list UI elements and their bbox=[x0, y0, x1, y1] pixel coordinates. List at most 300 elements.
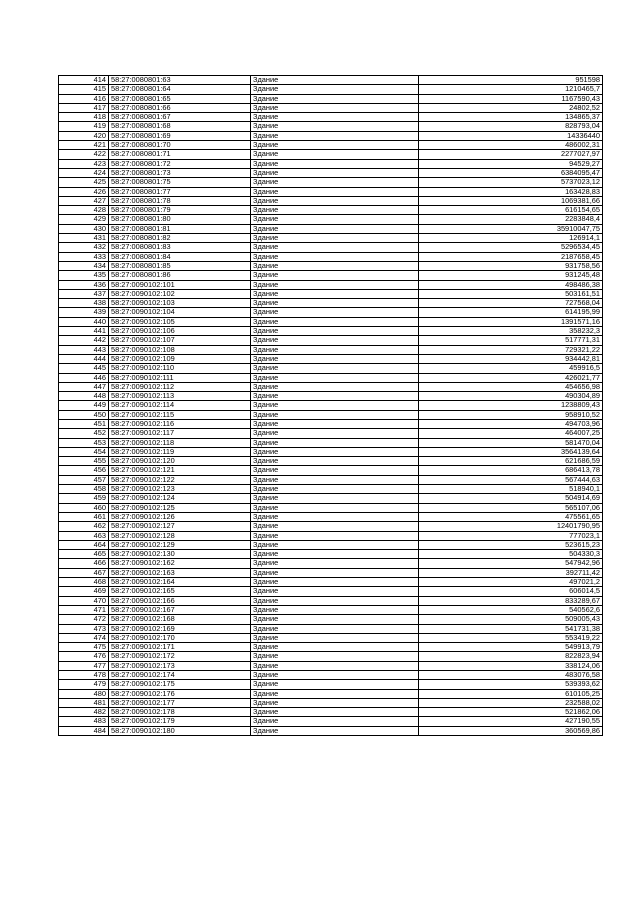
cadastral-number-cell: 58:27:0090102:176 bbox=[109, 689, 251, 698]
cadastral-number-cell: 58:27:0090102:173 bbox=[109, 661, 251, 670]
cadastral-value-cell: 549913,79 bbox=[419, 643, 603, 652]
cadastral-value-cell: 497021,2 bbox=[419, 578, 603, 587]
object-type-cell: Здание bbox=[251, 196, 419, 205]
object-type-cell: Здание bbox=[251, 364, 419, 373]
row-number-cell: 471 bbox=[59, 605, 109, 614]
cadastral-number-cell: 58:27:0090102:126 bbox=[109, 512, 251, 521]
row-number-cell: 432 bbox=[59, 243, 109, 252]
row-number-cell: 480 bbox=[59, 689, 109, 698]
cadastral-value-cell: 35910047,75 bbox=[419, 224, 603, 233]
object-type-cell: Здание bbox=[251, 503, 419, 512]
cadastral-number-cell: 58:27:0090102:101 bbox=[109, 280, 251, 289]
cadastral-number-cell: 58:27:0090102:116 bbox=[109, 419, 251, 428]
cadastral-value-cell: 2277027,97 bbox=[419, 150, 603, 159]
cadastral-number-cell: 58:27:0090102:124 bbox=[109, 494, 251, 503]
object-type-cell: Здание bbox=[251, 215, 419, 224]
cadastral-number-cell: 58:27:0080801:85 bbox=[109, 261, 251, 270]
cadastral-value-cell: 822823,94 bbox=[419, 652, 603, 661]
cadastral-value-cell: 521862,06 bbox=[419, 708, 603, 717]
row-number-cell: 464 bbox=[59, 540, 109, 549]
cadastral-value-cell: 12401790,95 bbox=[419, 522, 603, 531]
object-type-cell: Здание bbox=[251, 289, 419, 298]
table-row bbox=[59, 475, 603, 484]
cadastral-value-cell: 686413,78 bbox=[419, 466, 603, 475]
cadastral-number-cell: 58:27:0090102:113 bbox=[109, 392, 251, 401]
table-row bbox=[59, 215, 603, 224]
table-row bbox=[59, 141, 603, 150]
cadastral-number-cell: 58:27:0090102:115 bbox=[109, 410, 251, 419]
table-row bbox=[59, 392, 603, 401]
table-row bbox=[59, 168, 603, 177]
cadastral-value-cell: 459916,5 bbox=[419, 364, 603, 373]
cadastral-number-cell: 58:27:0080801:78 bbox=[109, 196, 251, 205]
object-type-cell: Здание bbox=[251, 150, 419, 159]
row-number-cell: 442 bbox=[59, 336, 109, 345]
table-row bbox=[59, 308, 603, 317]
cadastral-value-cell: 565107,06 bbox=[419, 503, 603, 512]
cadastral-number-cell: 58:27:0090102:175 bbox=[109, 680, 251, 689]
object-type-cell: Здание bbox=[251, 522, 419, 531]
object-type-cell: Здание bbox=[251, 596, 419, 605]
cadastral-number-cell: 58:27:0090102:110 bbox=[109, 364, 251, 373]
cadastral-value-cell: 539393,62 bbox=[419, 680, 603, 689]
cadastral-number-cell: 58:27:0080801:73 bbox=[109, 168, 251, 177]
cadastral-value-cell: 5737023,12 bbox=[419, 178, 603, 187]
table-row bbox=[59, 206, 603, 215]
cadastral-value-cell: 498486,38 bbox=[419, 280, 603, 289]
table-row bbox=[59, 280, 603, 289]
row-number-cell: 425 bbox=[59, 178, 109, 187]
cadastral-number-cell: 58:27:0090102:112 bbox=[109, 382, 251, 391]
row-number-cell: 483 bbox=[59, 717, 109, 726]
table-row bbox=[59, 373, 603, 382]
object-type-cell: Здание bbox=[251, 410, 419, 419]
object-type-cell: Здание bbox=[251, 336, 419, 345]
row-number-cell: 458 bbox=[59, 485, 109, 494]
table-row bbox=[59, 224, 603, 233]
cadastral-number-cell: 58:27:0090102:162 bbox=[109, 559, 251, 568]
row-number-cell: 460 bbox=[59, 503, 109, 512]
row-number-cell: 443 bbox=[59, 345, 109, 354]
table-row bbox=[59, 559, 603, 568]
row-number-cell: 461 bbox=[59, 512, 109, 521]
table-row bbox=[59, 522, 603, 531]
object-type-cell: Здание bbox=[251, 168, 419, 177]
cadastral-number-cell: 58:27:0090102:108 bbox=[109, 345, 251, 354]
cadastral-number-cell: 58:27:0090102:120 bbox=[109, 457, 251, 466]
table-row bbox=[59, 419, 603, 428]
cadastral-number-cell: 58:27:0090102:171 bbox=[109, 643, 251, 652]
object-type-cell: Здание bbox=[251, 726, 419, 735]
table-row bbox=[59, 512, 603, 521]
cadastral-value-cell: 777023,1 bbox=[419, 531, 603, 540]
cadastral-value-cell: 518940,1 bbox=[419, 485, 603, 494]
cadastral-value-cell: 509005,43 bbox=[419, 615, 603, 624]
row-number-cell: 454 bbox=[59, 447, 109, 456]
cadastral-value-cell: 931245,48 bbox=[419, 271, 603, 280]
object-type-cell: Здание bbox=[251, 103, 419, 112]
row-number-cell: 423 bbox=[59, 159, 109, 168]
cadastral-value-cell: 94529,27 bbox=[419, 159, 603, 168]
row-number-cell: 414 bbox=[59, 76, 109, 85]
cadastral-value-cell: 490304,89 bbox=[419, 392, 603, 401]
cadastral-number-cell: 58:27:0090102:168 bbox=[109, 615, 251, 624]
cadastral-value-cell: 1167590,43 bbox=[419, 94, 603, 103]
object-type-cell: Здание bbox=[251, 401, 419, 410]
row-number-cell: 433 bbox=[59, 252, 109, 261]
object-type-cell: Здание bbox=[251, 299, 419, 308]
object-type-cell: Здание bbox=[251, 652, 419, 661]
object-type-cell: Здание bbox=[251, 354, 419, 363]
cadastral-value-cell: 567444,63 bbox=[419, 475, 603, 484]
row-number-cell: 435 bbox=[59, 271, 109, 280]
row-number-cell: 468 bbox=[59, 578, 109, 587]
table-row bbox=[59, 354, 603, 363]
table-row bbox=[59, 429, 603, 438]
cadastral-number-cell: 58:27:0090102:106 bbox=[109, 327, 251, 336]
cadastral-value-cell: 727568,04 bbox=[419, 299, 603, 308]
object-type-cell: Здание bbox=[251, 429, 419, 438]
cadastral-number-cell: 58:27:0090102:127 bbox=[109, 522, 251, 531]
object-type-cell: Здание bbox=[251, 187, 419, 196]
object-type-cell: Здание bbox=[251, 243, 419, 252]
table-row bbox=[59, 317, 603, 326]
object-type-cell: Здание bbox=[251, 680, 419, 689]
row-number-cell: 437 bbox=[59, 289, 109, 298]
row-number-cell: 429 bbox=[59, 215, 109, 224]
row-number-cell: 416 bbox=[59, 94, 109, 103]
table-row bbox=[59, 122, 603, 131]
object-type-cell: Здание bbox=[251, 494, 419, 503]
cadastral-table bbox=[58, 75, 603, 736]
cadastral-number-cell: 58:27:0090102:170 bbox=[109, 633, 251, 642]
cadastral-number-cell: 58:27:0080801:75 bbox=[109, 178, 251, 187]
table-row bbox=[59, 689, 603, 698]
row-number-cell: 417 bbox=[59, 103, 109, 112]
table-row bbox=[59, 94, 603, 103]
table-row bbox=[59, 271, 603, 280]
object-type-cell: Здание bbox=[251, 661, 419, 670]
object-type-cell: Здание bbox=[251, 708, 419, 717]
row-number-cell: 430 bbox=[59, 224, 109, 233]
object-type-cell: Здание bbox=[251, 159, 419, 168]
table-row bbox=[59, 150, 603, 159]
object-type-cell: Здание bbox=[251, 633, 419, 642]
cadastral-value-cell: 232588,02 bbox=[419, 698, 603, 707]
cadastral-number-cell: 58:27:0090102:167 bbox=[109, 605, 251, 614]
table-row bbox=[59, 243, 603, 252]
cadastral-number-cell: 58:27:0080801:64 bbox=[109, 85, 251, 94]
cadastral-value-cell: 958910,52 bbox=[419, 410, 603, 419]
table-row bbox=[59, 131, 603, 140]
object-type-cell: Здание bbox=[251, 308, 419, 317]
cadastral-value-cell: 729321,22 bbox=[419, 345, 603, 354]
cadastral-number-cell: 58:27:0090102:178 bbox=[109, 708, 251, 717]
table-row bbox=[59, 503, 603, 512]
cadastral-number-cell: 58:27:0090102:123 bbox=[109, 485, 251, 494]
row-number-cell: 450 bbox=[59, 410, 109, 419]
cadastral-number-cell: 58:27:0090102:121 bbox=[109, 466, 251, 475]
cadastral-number-cell: 58:27:0090102:109 bbox=[109, 354, 251, 363]
object-type-cell: Здание bbox=[251, 689, 419, 698]
table-row bbox=[59, 196, 603, 205]
cadastral-number-cell: 58:27:0090102:111 bbox=[109, 373, 251, 382]
cadastral-value-cell: 392711,42 bbox=[419, 568, 603, 577]
row-number-cell: 448 bbox=[59, 392, 109, 401]
table-row bbox=[59, 187, 603, 196]
cadastral-number-cell: 58:27:0090102:165 bbox=[109, 587, 251, 596]
cadastral-value-cell: 24802,52 bbox=[419, 103, 603, 112]
cadastral-value-cell: 358232,3 bbox=[419, 327, 603, 336]
object-type-cell: Здание bbox=[251, 698, 419, 707]
object-type-cell: Здание bbox=[251, 643, 419, 652]
table-row bbox=[59, 726, 603, 735]
table-row bbox=[59, 327, 603, 336]
cadastral-value-cell: 14336440 bbox=[419, 131, 603, 140]
object-type-cell: Здание bbox=[251, 475, 419, 484]
cadastral-number-cell: 58:27:0080801:83 bbox=[109, 243, 251, 252]
row-number-cell: 420 bbox=[59, 131, 109, 140]
cadastral-number-cell: 58:27:0080801:66 bbox=[109, 103, 251, 112]
cadastral-value-cell: 1238809,43 bbox=[419, 401, 603, 410]
cadastral-number-cell: 58:27:0080801:67 bbox=[109, 113, 251, 122]
cadastral-value-cell: 338124,06 bbox=[419, 661, 603, 670]
cadastral-value-cell: 614195,99 bbox=[419, 308, 603, 317]
table-row bbox=[59, 680, 603, 689]
object-type-cell: Здание bbox=[251, 131, 419, 140]
row-number-cell: 472 bbox=[59, 615, 109, 624]
object-type-cell: Здание bbox=[251, 327, 419, 336]
cadastral-value-cell: 833289,67 bbox=[419, 596, 603, 605]
cadastral-number-cell: 58:27:0090102:180 bbox=[109, 726, 251, 735]
table-row bbox=[59, 252, 603, 261]
cadastral-number-cell: 58:27:0090102:125 bbox=[109, 503, 251, 512]
table-row bbox=[59, 698, 603, 707]
cadastral-number-cell: 58:27:0080801:63 bbox=[109, 76, 251, 85]
table-row bbox=[59, 113, 603, 122]
table-row bbox=[59, 410, 603, 419]
table-row bbox=[59, 457, 603, 466]
table-row bbox=[59, 671, 603, 680]
object-type-cell: Здание bbox=[251, 587, 419, 596]
cadastral-value-cell: 360569,86 bbox=[419, 726, 603, 735]
table-row bbox=[59, 103, 603, 112]
cadastral-value-cell: 1069381,66 bbox=[419, 196, 603, 205]
table-row bbox=[59, 85, 603, 94]
table-row bbox=[59, 605, 603, 614]
cadastral-value-cell: 610105,25 bbox=[419, 689, 603, 698]
table-row bbox=[59, 624, 603, 633]
row-number-cell: 440 bbox=[59, 317, 109, 326]
object-type-cell: Здание bbox=[251, 717, 419, 726]
cadastral-value-cell: 454656,98 bbox=[419, 382, 603, 391]
object-type-cell: Здание bbox=[251, 457, 419, 466]
row-number-cell: 415 bbox=[59, 85, 109, 94]
cadastral-number-cell: 58:27:0080801:86 bbox=[109, 271, 251, 280]
cadastral-value-cell: 616154,65 bbox=[419, 206, 603, 215]
row-number-cell: 439 bbox=[59, 308, 109, 317]
cadastral-number-cell: 58:27:0090102:122 bbox=[109, 475, 251, 484]
cadastral-value-cell: 494703,96 bbox=[419, 419, 603, 428]
object-type-cell: Здание bbox=[251, 122, 419, 131]
row-number-cell: 479 bbox=[59, 680, 109, 689]
cadastral-number-cell: 58:27:0080801:71 bbox=[109, 150, 251, 159]
table-row bbox=[59, 540, 603, 549]
cadastral-value-cell: 547942,96 bbox=[419, 559, 603, 568]
table-row bbox=[59, 587, 603, 596]
object-type-cell: Здание bbox=[251, 382, 419, 391]
cadastral-number-cell: 58:27:0090102:105 bbox=[109, 317, 251, 326]
cadastral-value-cell: 523615,23 bbox=[419, 540, 603, 549]
cadastral-number-cell: 58:27:0090102:164 bbox=[109, 578, 251, 587]
cadastral-value-cell: 126914,1 bbox=[419, 234, 603, 243]
table-row bbox=[59, 401, 603, 410]
cadastral-value-cell: 6384095,47 bbox=[419, 168, 603, 177]
object-type-cell: Здание bbox=[251, 76, 419, 85]
cadastral-value-cell: 581470,04 bbox=[419, 438, 603, 447]
row-number-cell: 438 bbox=[59, 299, 109, 308]
table-row bbox=[59, 643, 603, 652]
object-type-cell: Здание bbox=[251, 113, 419, 122]
row-number-cell: 447 bbox=[59, 382, 109, 391]
cadastral-number-cell: 58:27:0090102:107 bbox=[109, 336, 251, 345]
object-type-cell: Здание bbox=[251, 578, 419, 587]
table-row bbox=[59, 466, 603, 475]
cadastral-value-cell: 3564139,64 bbox=[419, 447, 603, 456]
cadastral-number-cell: 58:27:0080801:72 bbox=[109, 159, 251, 168]
object-type-cell: Здание bbox=[251, 224, 419, 233]
object-type-cell: Здание bbox=[251, 512, 419, 521]
row-number-cell: 455 bbox=[59, 457, 109, 466]
row-number-cell: 467 bbox=[59, 568, 109, 577]
cadastral-number-cell: 58:27:0090102:179 bbox=[109, 717, 251, 726]
table-row bbox=[59, 568, 603, 577]
object-type-cell: Здание bbox=[251, 485, 419, 494]
cadastral-value-cell: 475561,65 bbox=[419, 512, 603, 521]
table-row bbox=[59, 633, 603, 642]
object-type-cell: Здание bbox=[251, 206, 419, 215]
object-type-cell: Здание bbox=[251, 373, 419, 382]
cadastral-number-cell: 58:27:0080801:81 bbox=[109, 224, 251, 233]
table-row bbox=[59, 652, 603, 661]
object-type-cell: Здание bbox=[251, 271, 419, 280]
object-type-cell: Здание bbox=[251, 531, 419, 540]
cadastral-number-cell: 58:27:0090102:104 bbox=[109, 308, 251, 317]
cadastral-number-cell: 58:27:0090102:177 bbox=[109, 698, 251, 707]
row-number-cell: 421 bbox=[59, 141, 109, 150]
row-number-cell: 419 bbox=[59, 122, 109, 131]
object-type-cell: Здание bbox=[251, 568, 419, 577]
object-type-cell: Здание bbox=[251, 234, 419, 243]
cadastral-number-cell: 58:27:0090102:103 bbox=[109, 299, 251, 308]
table-row bbox=[59, 717, 603, 726]
object-type-cell: Здание bbox=[251, 559, 419, 568]
cadastral-number-cell: 58:27:0090102:172 bbox=[109, 652, 251, 661]
object-type-cell: Здание bbox=[251, 624, 419, 633]
cadastral-value-cell: 828793,04 bbox=[419, 122, 603, 131]
cadastral-value-cell: 553419,22 bbox=[419, 633, 603, 642]
row-number-cell: 446 bbox=[59, 373, 109, 382]
row-number-cell: 470 bbox=[59, 596, 109, 605]
cadastral-value-cell: 427190,55 bbox=[419, 717, 603, 726]
row-number-cell: 469 bbox=[59, 587, 109, 596]
object-type-cell: Здание bbox=[251, 605, 419, 614]
table-row bbox=[59, 708, 603, 717]
table-row bbox=[59, 345, 603, 354]
table-row bbox=[59, 447, 603, 456]
table-row bbox=[59, 578, 603, 587]
cadastral-value-cell: 504330,3 bbox=[419, 550, 603, 559]
row-number-cell: 444 bbox=[59, 354, 109, 363]
row-number-cell: 427 bbox=[59, 196, 109, 205]
row-number-cell: 473 bbox=[59, 624, 109, 633]
row-number-cell: 453 bbox=[59, 438, 109, 447]
cadastral-value-cell: 134865,37 bbox=[419, 113, 603, 122]
cadastral-value-cell: 426021,77 bbox=[419, 373, 603, 382]
cadastral-number-cell: 58:27:0080801:69 bbox=[109, 131, 251, 140]
table-row bbox=[59, 550, 603, 559]
table-row bbox=[59, 438, 603, 447]
object-type-cell: Здание bbox=[251, 317, 419, 326]
row-number-cell: 477 bbox=[59, 661, 109, 670]
cadastral-number-cell: 58:27:0090102:129 bbox=[109, 540, 251, 549]
cadastral-value-cell: 163428,83 bbox=[419, 187, 603, 196]
cadastral-value-cell: 486002,31 bbox=[419, 141, 603, 150]
row-number-cell: 482 bbox=[59, 708, 109, 717]
cadastral-value-cell: 2187658,45 bbox=[419, 252, 603, 261]
row-number-cell: 484 bbox=[59, 726, 109, 735]
table-row bbox=[59, 382, 603, 391]
table-row bbox=[59, 494, 603, 503]
object-type-cell: Здание bbox=[251, 392, 419, 401]
cadastral-value-cell: 540562,6 bbox=[419, 605, 603, 614]
object-type-cell: Здание bbox=[251, 438, 419, 447]
cadastral-number-cell: 58:27:0090102:114 bbox=[109, 401, 251, 410]
cadastral-value-cell: 1210465,7 bbox=[419, 85, 603, 94]
row-number-cell: 452 bbox=[59, 429, 109, 438]
table-row bbox=[59, 336, 603, 345]
row-number-cell: 441 bbox=[59, 327, 109, 336]
table-row bbox=[59, 178, 603, 187]
cadastral-value-cell: 504914,69 bbox=[419, 494, 603, 503]
cadastral-value-cell: 1391571,16 bbox=[419, 317, 603, 326]
row-number-cell: 475 bbox=[59, 643, 109, 652]
cadastral-value-cell: 621686,59 bbox=[419, 457, 603, 466]
object-type-cell: Здание bbox=[251, 550, 419, 559]
table-row bbox=[59, 615, 603, 624]
object-type-cell: Здание bbox=[251, 280, 419, 289]
cadastral-number-cell: 58:27:0090102:130 bbox=[109, 550, 251, 559]
cadastral-number-cell: 58:27:0090102:118 bbox=[109, 438, 251, 447]
cadastral-number-cell: 58:27:0090102:169 bbox=[109, 624, 251, 633]
cadastral-value-cell: 464007,25 bbox=[419, 429, 603, 438]
table-row bbox=[59, 596, 603, 605]
cadastral-number-cell: 58:27:0080801:79 bbox=[109, 206, 251, 215]
object-type-cell: Здание bbox=[251, 671, 419, 680]
row-number-cell: 465 bbox=[59, 550, 109, 559]
cadastral-number-cell: 58:27:0080801:82 bbox=[109, 234, 251, 243]
cadastral-number-cell: 58:27:0090102:102 bbox=[109, 289, 251, 298]
object-type-cell: Здание bbox=[251, 261, 419, 270]
row-number-cell: 466 bbox=[59, 559, 109, 568]
cadastral-number-cell: 58:27:0080801:77 bbox=[109, 187, 251, 196]
row-number-cell: 451 bbox=[59, 419, 109, 428]
row-number-cell: 474 bbox=[59, 633, 109, 642]
cadastral-value-cell: 503161,51 bbox=[419, 289, 603, 298]
table-row bbox=[59, 364, 603, 373]
object-type-cell: Здание bbox=[251, 466, 419, 475]
row-number-cell: 481 bbox=[59, 698, 109, 707]
